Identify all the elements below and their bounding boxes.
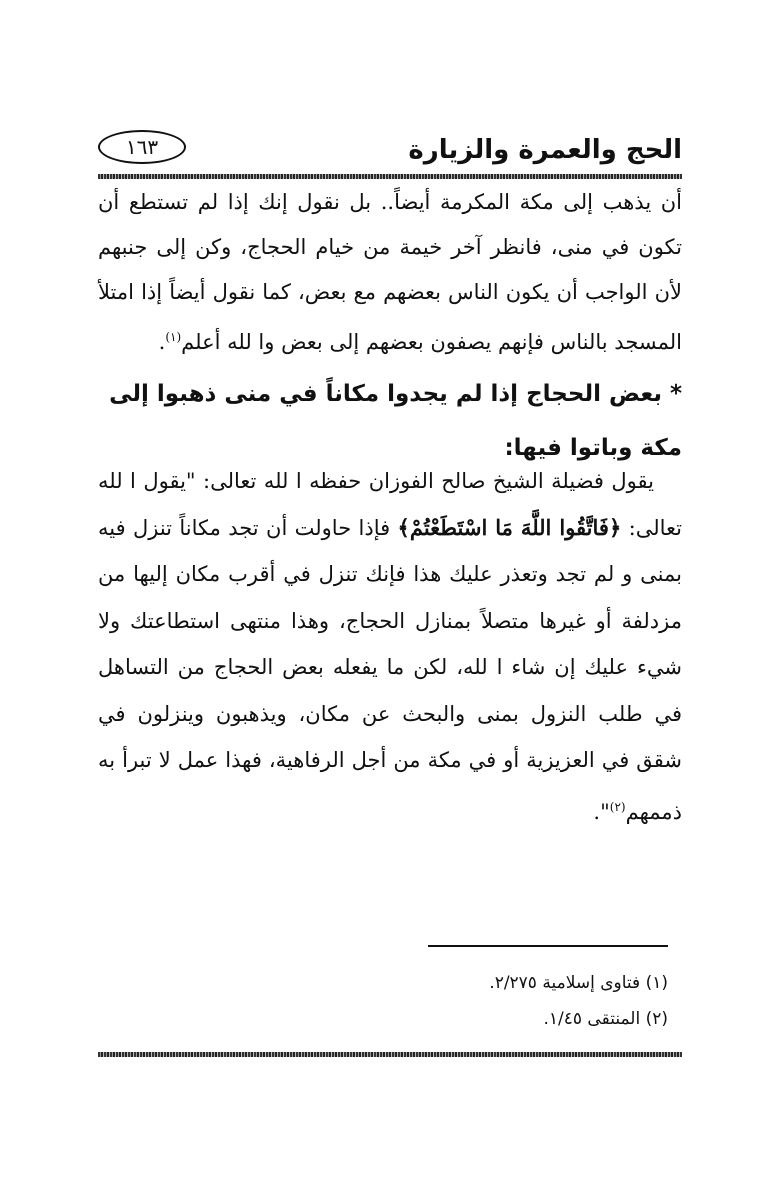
footnotes bbox=[98, 965, 668, 1037]
quran-verse: ﴿فَاتَّقُوا اللَّهَ مَا اسْتَطَعْتُمْ﴾ bbox=[397, 514, 622, 540]
running-title: الحج والعمرة والزيارة bbox=[408, 135, 682, 165]
page-header bbox=[98, 128, 682, 172]
paragraph-continued bbox=[98, 180, 682, 365]
section-heading: * بعض الحجاج إذا لم يجدوا مكاناً في منى ذهبوا إلى مكة وباتوا فيها: bbox=[109, 381, 682, 461]
paragraph2-text: فإذا حاولت أن تجد مكاناً تنزل فيه بمنى و لم تجد وتعذر عليك هذا فإنك تنزل في أقرب مكان إليها من مزدلفة أو غيرها متصلاً بمنازل الحجاج، وهذا منتهى استطاعتك ولا شيء عليك إن شاء ا لله، لكن ما يفعله بعض الحجاج من التساهل في طلب النزول بمنى والبحث عن مكان، ويذهبون وينزلون في شقق في العزيزية أو في مكة من أجل الرفاهية، فهذا عمل لا تبرأ به ذممهم bbox=[98, 515, 682, 824]
footnote-ref-2[interactable]: (٢) bbox=[609, 799, 626, 814]
footnote-separator bbox=[428, 945, 668, 947]
footnote-2: (٢) المنتقى ١/٤٥. bbox=[543, 1009, 668, 1029]
footer-rule bbox=[98, 1052, 682, 1057]
footnote-1: (١) فتاوى إسلامية ٢/٢٧٥. bbox=[489, 973, 668, 993]
paragraph-fatwa bbox=[98, 458, 682, 835]
paragraph1-text: أن يذهب إلى مكة المكرمة أيضاً.. بل نقول إنك إذا لم تستطع أن تكون في منى، فانظر آخر خيمة من خيام الحجاج، وكن إلى جنبهم لأن الواجب أن يكون الناس بعضهم مع بعض، كما نقول أيضاً إذا امتلأ المسجد بالناس فإنهم يصفون بعضهم إلى بعض وا لله أعلم bbox=[98, 190, 682, 354]
header-rule bbox=[98, 174, 682, 179]
paragraph2-intro: يقول فضيلة الشيخ صالح الفوزان حفظه ا لله تعالى: "يقول ا لله تعالى: bbox=[98, 469, 682, 540]
page-number: ١٦٣ bbox=[125, 135, 159, 159]
page-number-badge bbox=[98, 130, 186, 164]
footnote-ref-1[interactable]: (١) bbox=[165, 330, 182, 344]
paragraph2-end: ". bbox=[593, 799, 610, 824]
paragraph1-end: . bbox=[158, 330, 166, 354]
